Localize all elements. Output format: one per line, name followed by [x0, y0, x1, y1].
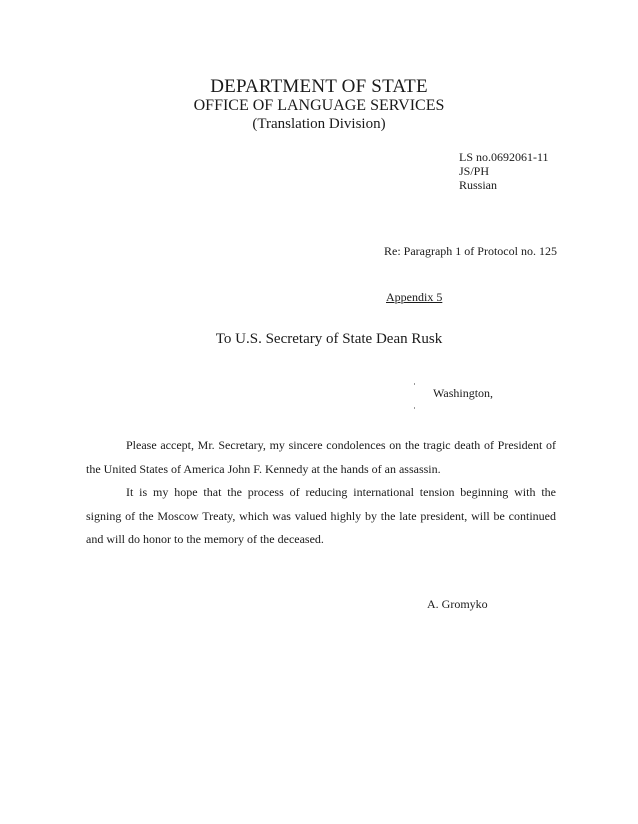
paragraph-text: It is my hope that the process of reducing international tension beginning with the signing of the Moscow Treaty, which was valued highly by the late president, will be continued and will do honor to the memory of the deceased. [86, 485, 556, 546]
paragraph-text: Please accept, Mr. Secretary, my sincere condolences on the tragic death of President of the United States of America John F. Kennedy at the hands of an assassin. [86, 438, 556, 476]
appendix-label: Appendix 5 [386, 290, 443, 304]
salutation: To U.S. Secretary of State Dean Rusk [215, 331, 443, 347]
letter-body-paragraph-2 [86, 481, 556, 552]
reference-line: Re: Paragraph 1 of Protocol no. 125 [384, 244, 557, 258]
ls-number: LS no.0692061-11 [459, 150, 549, 164]
letter-body-paragraph-1 [86, 434, 556, 481]
signature: A. Gromyko [427, 597, 488, 611]
translator-initials: JS/PH [459, 164, 490, 178]
office-heading: OFFICE OF LANGUAGE SERVICES [193, 97, 445, 114]
source-language: Russian [459, 178, 498, 192]
department-heading: DEPARTMENT OF STATE [210, 76, 428, 97]
place-line: Washington, [433, 386, 494, 400]
division-heading: (Translation Division) [252, 116, 386, 132]
scan-speck [414, 407, 415, 409]
scan-speck [414, 383, 415, 385]
